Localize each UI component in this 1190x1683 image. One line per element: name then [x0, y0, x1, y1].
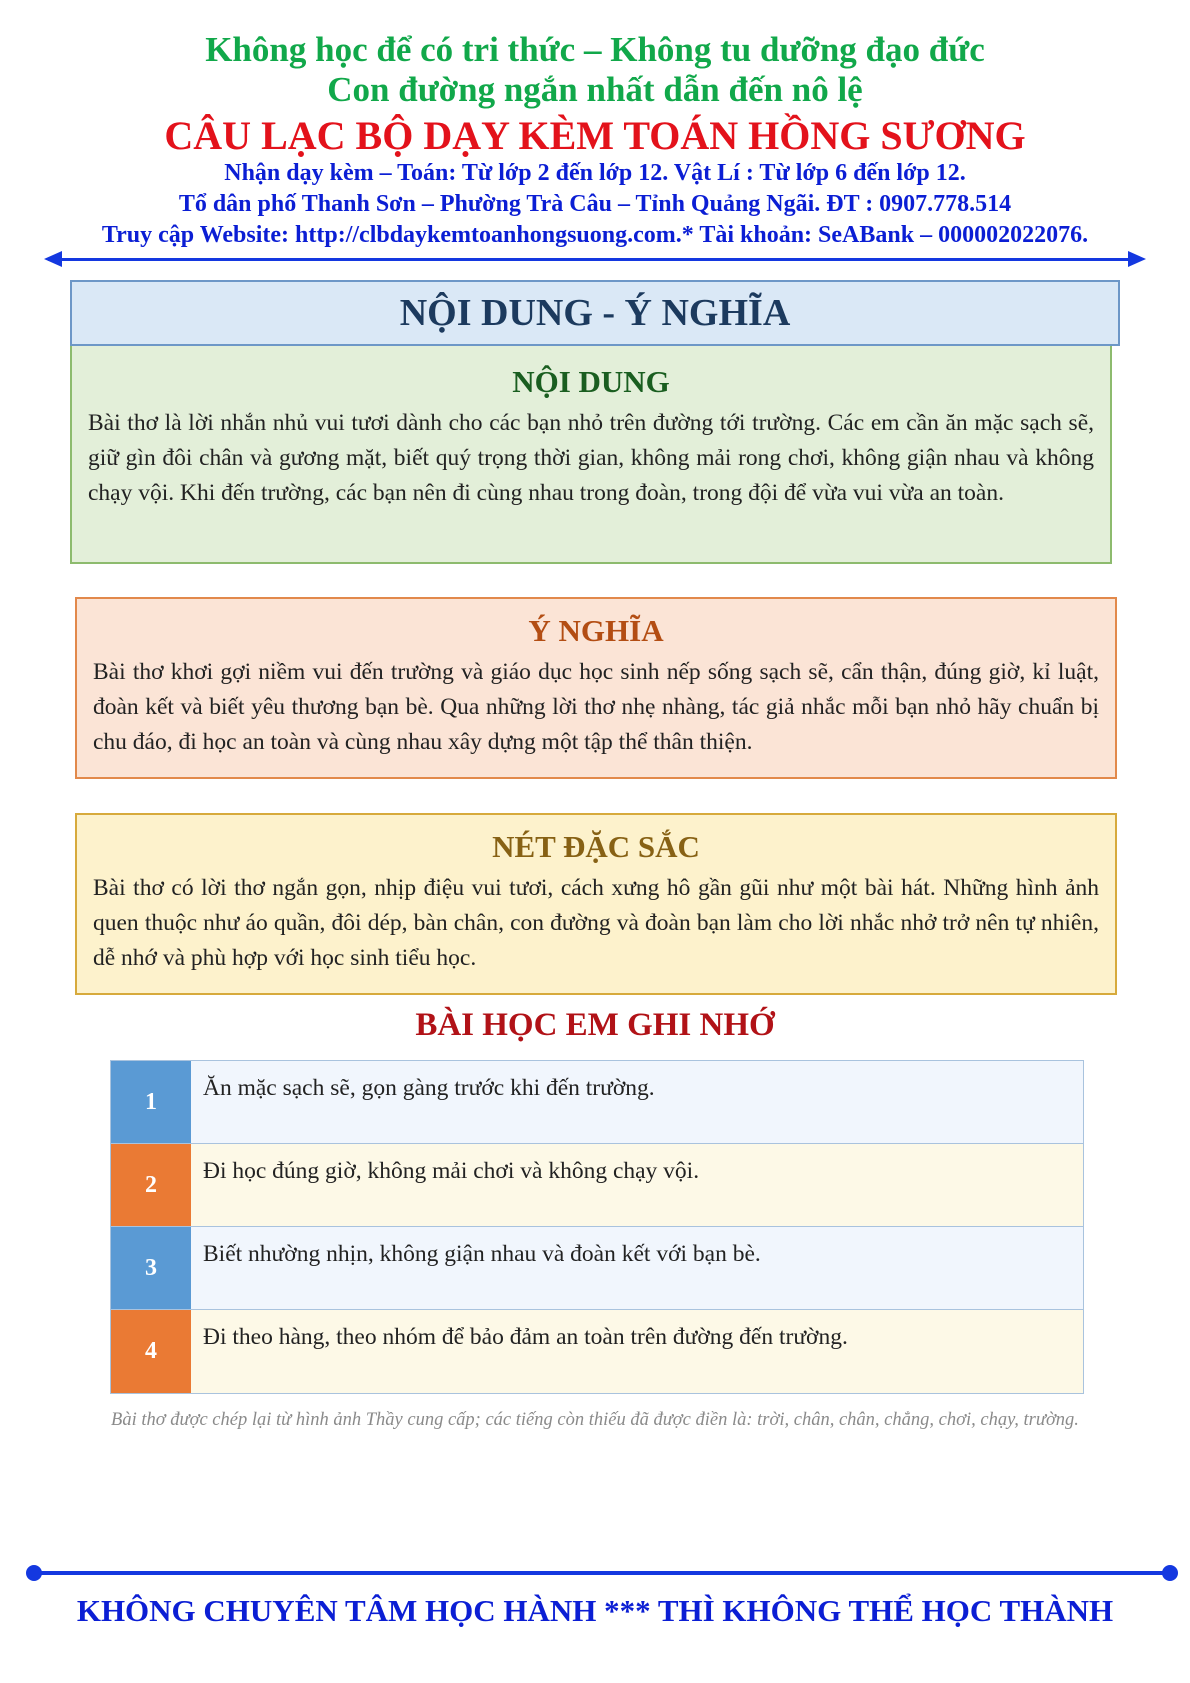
- lesson-number: 4: [111, 1310, 191, 1393]
- meaning-text: Bài thơ khơi gợi niềm vui đến trường và giáo dục học sinh nếp sống sạch sẽ, cẩn thận, đúng giờ, kỉ luật, đoàn kết và biết yêu thương bạn bè. Qua những lời thơ nhẹ nhàng, tác giả nhắc mỗi bạn nhỏ hãy chuẩn bị chu đáo, đi học an toàn và cùng nhau xây dựng một tập thể thân thiện.: [93, 659, 1099, 755]
- info-line-3: Truy cập Website: http://clbdaykemtoanhongsuong.com.* Tài khoản: SeABank – 000002022076.: [101, 222, 1089, 248]
- features-text: Bài thơ có lời thơ ngắn gọn, nhịp điệu vui tươi, cách xưng hô gần gũi như một bài hát. Những hình ảnh quen thuộc như áo quần, đôi dép, bàn chân, con đường và đoàn bạn làm cho lời nhắc nhở trở nên tự nhiên, dễ nhớ và phù hợp với học sinh tiểu học.: [93, 875, 1099, 971]
- lesson-text: Đi theo hàng, theo nhóm để bảo đảm an toàn trên đường đến trường.: [191, 1310, 1083, 1393]
- content-heading: NỘI DUNG: [512, 364, 670, 399]
- dot-right-icon: [1162, 1565, 1178, 1581]
- arrow-right-icon: [1128, 251, 1146, 267]
- info-line-1: Nhận dạy kèm – Toán: Từ lớp 2 đến lớp 12. Vật Lí : Từ lớp 6 đến lớp 12.: [224, 160, 966, 186]
- header-divider: [48, 258, 1138, 261]
- lessons-table: [110, 1060, 1084, 1394]
- lesson-text: Ăn mặc sạch sẽ, gọn gàng trước khi đến trường.: [191, 1061, 1083, 1143]
- lessons-title: BÀI HỌC EM GHI NHỚ: [415, 1007, 775, 1043]
- dot-left-icon: [26, 1565, 42, 1581]
- lesson-text: Đi học đúng giờ, không mải chơi và không chạy vội.: [191, 1144, 1083, 1226]
- footer-motto: KHÔNG CHUYÊN TÂM HỌC HÀNH *** THÌ KHÔNG THỂ HỌC THÀNH: [76, 1593, 1114, 1628]
- page-title: NỘI DUNG - Ý NGHĨA: [70, 280, 1120, 346]
- lesson-row: [111, 1144, 1083, 1227]
- footer-divider: [34, 1571, 1170, 1575]
- features-section: [75, 813, 1117, 995]
- motto-line-1: Không học để có tri thức – Không tu dưỡng đạo đức: [205, 30, 985, 69]
- features-heading: NÉT ĐẶC SẮC: [492, 829, 700, 864]
- meaning-section: [75, 597, 1117, 779]
- lesson-number: 1: [111, 1061, 191, 1143]
- source-note: Bài thơ được chép lại từ hình ảnh Thầy cung cấp; các tiếng còn thiếu đã được điền là: trời, chân, chân, chẳng, chơi, chạy, trường.: [111, 1410, 1079, 1430]
- lesson-row: [111, 1310, 1083, 1393]
- info-line-2: Tổ dân phố Thanh Sơn – Phường Trà Câu – Tỉnh Quảng Ngãi. ĐT : 0907.778.514: [178, 191, 1012, 217]
- lesson-number: 3: [111, 1227, 191, 1309]
- meaning-heading: Ý NGHĨA: [528, 613, 664, 648]
- lesson-row: [111, 1061, 1083, 1144]
- lesson-text: Biết nhường nhịn, không giận nhau và đoàn kết với bạn bè.: [191, 1227, 1083, 1309]
- content-text: Bài thơ là lời nhắn nhủ vui tươi dành cho các bạn nhỏ trên đường tới trường. Các em cần ăn mặc sạch sẽ, giữ gìn đôi chân và gương mặt, biết quý trọng thời gian, không mải rong chơi, không giận nhau và không chạy vội. Khi đến trường, các bạn nên đi cùng nhau trong đoàn, trong đội để vừa vui vừa an toàn.: [88, 410, 1094, 506]
- lesson-number: 2: [111, 1144, 191, 1226]
- arrow-left-icon: [44, 251, 62, 267]
- club-name: CÂU LẠC BỘ DẠY KÈM TOÁN HỒNG SƯƠNG: [164, 113, 1026, 158]
- content-section: [70, 346, 1112, 564]
- lesson-row: [111, 1227, 1083, 1310]
- motto-line-2: Con đường ngắn nhất dẫn đến nô lệ: [327, 70, 863, 109]
